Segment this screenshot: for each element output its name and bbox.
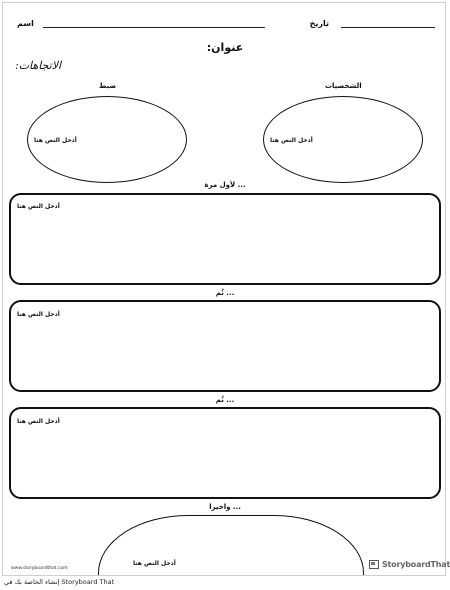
worksheet-page	[2, 2, 450, 576]
website-url[interactable]: www.storyboardthat.com	[11, 566, 68, 571]
then-section-label-1: ... ثُم	[215, 289, 235, 297]
then-section-label-2: ... ثُم	[215, 396, 235, 404]
then-section-box-2[interactable]	[9, 407, 441, 499]
characters-placeholder: أدخل النص هنا	[270, 137, 313, 144]
date-label: تاريخ	[309, 19, 329, 28]
name-line[interactable]	[43, 27, 265, 28]
date-line[interactable]	[341, 27, 435, 28]
setting-oval[interactable]	[27, 96, 187, 183]
then-section-placeholder-1: أدخل النص هنا	[17, 311, 60, 318]
logo-text: StoryboardThat	[382, 560, 450, 569]
finally-label: ... واخيرا	[209, 503, 241, 511]
name-label: اسم	[17, 19, 34, 28]
characters-label: الشخصيات	[325, 82, 362, 90]
first-section-placeholder: أدخل النص هنا	[17, 203, 60, 210]
setting-label: ضبط	[99, 82, 117, 90]
footer-note[interactable]: إنشاء الخاصة بك في Storyboard That	[4, 578, 115, 586]
then-section-box-1[interactable]	[9, 300, 441, 392]
directions-label: الاتجاهات:	[15, 59, 62, 72]
storyboardthat-logo[interactable]	[369, 560, 450, 569]
storyboard-logo-icon	[369, 560, 379, 569]
first-section-label: ... لأول مرة	[204, 181, 246, 189]
finally-placeholder: أدخل النص هنا	[133, 560, 176, 567]
first-section-box[interactable]	[9, 193, 441, 285]
characters-oval[interactable]	[263, 96, 423, 183]
then-section-placeholder-2: أدخل النص هنا	[17, 418, 60, 425]
page-title[interactable]: عنوان:	[206, 41, 244, 54]
setting-placeholder: أدخل النص هنا	[34, 137, 77, 144]
finally-dome[interactable]	[98, 515, 364, 575]
